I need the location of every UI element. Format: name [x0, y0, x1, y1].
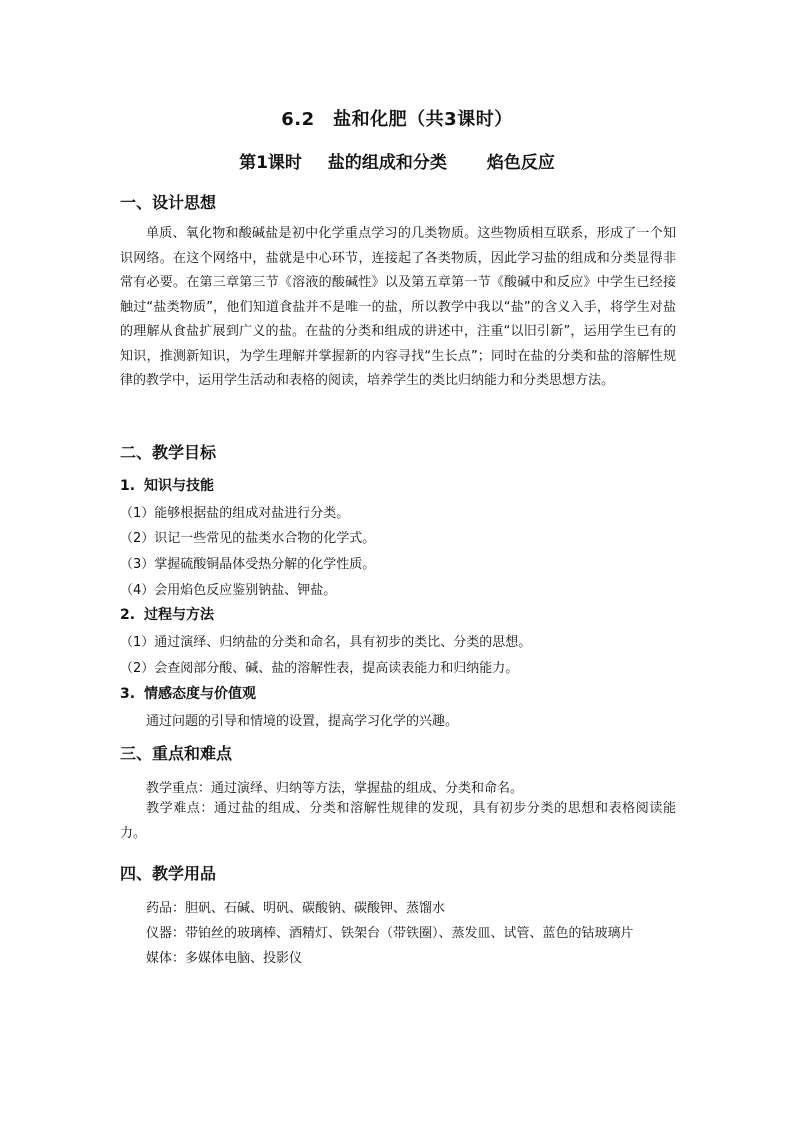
lesson-subtitle [0, 148, 794, 173]
materials-drugs: 药品：胆矾、石碱、明矾、碳酸钠、碳酸钾、蒸馏水 [146, 901, 446, 916]
teaching-key-point: 教学重点：通过演绎、归纳等方法，掌握盐的组成、分类和命名。 [146, 781, 524, 796]
process-item-1: （1）通过演绎、归纳盐的分类和命名，具有初步的类比、分类的思想。 [120, 635, 532, 650]
section-heading-design: 一、设计思想 [120, 193, 217, 212]
knowledge-item-1: （1）能够根据盐的组成对盐进行分类。 [120, 506, 350, 521]
document-title: 6.2 盐和化肥（共3课时） [281, 109, 513, 130]
section-heading-focus: 三、重点和难点 [120, 744, 233, 763]
objective-attitude-heading [120, 683, 256, 703]
objective-attitude-number: 3. [120, 686, 136, 702]
materials-media: 媒体：多媒体电脑、投影仪 [146, 951, 303, 966]
lesson-topic: 盐的组成和分类 [327, 153, 447, 173]
attitude-text: 通过问题的引导和情境的设置，提高学习化学的兴趣。 [146, 714, 459, 729]
knowledge-item-4: （4）会用焰色反应鉴别钠盐、钾盐。 [120, 583, 337, 598]
design-paragraph: 单质、氧化物和酸碱盐是初中化学重点学习的几类物质。这些物质相互联系，形成了一个知识网络。在这个网络中，盐就是中心环节，连接起了各类物质，因此学习盐的组成和分类显得非常有必要。在第三章第三节《溶液的酸碱性》以及第五章第一节《酸碱中和反应》中学生已经接触过“盐类物质”，他们知道食盐并不是唯一的盐，所以教学中我以“盐”的含义入手，将学生对盐的理解从食盐扩展到广义的盐。在盐的分类和组成的讲述中，注重“以旧引新”，运用学生已有的知识，推测新知识，为学生理解并掌握新的内容寻找“生长点”；同时在盐的分类和盐的溶解性规律的教学中，运用学生活动和表格的阅读，培养学生的类比归纳能力和分类思想方法。 [120, 226, 676, 388]
objective-process-number: 2. [120, 607, 136, 623]
objective-knowledge-number: 1. [120, 478, 136, 494]
teaching-difficulty: 教学难点：通过盐的组成、分类和溶解性规律的发现，具有初步分类的思想和表格阅读能力。 [120, 801, 676, 841]
objective-process-label: 过程与方法 [144, 607, 214, 623]
knowledge-item-3: （3）掌握硫酸铜晶体受热分解的化学性质。 [120, 557, 376, 572]
materials-instruments: 仪器：带铂丝的玻璃棒、酒精灯、铁架台（带铁圈）、蒸发皿、试管、蓝色的钴玻璃片 [146, 926, 634, 941]
lesson-number: 第1课时 [239, 153, 302, 173]
objective-knowledge-label: 知识与技能 [144, 478, 214, 494]
section-heading-materials: 四、教学用品 [120, 864, 217, 883]
objective-attitude-label: 情感态度与价值观 [144, 686, 256, 702]
objective-knowledge-heading [120, 475, 214, 495]
objective-process-heading [120, 604, 214, 624]
section-heading-objectives: 二、教学目标 [120, 443, 217, 462]
knowledge-item-2: （2）识记一些常见的盐类水合物的化学式。 [120, 531, 376, 546]
lesson-topic-2: 焰色反应 [486, 153, 555, 173]
process-item-2: （2）会查阅部分酸、碱、盐的溶解性表，提高读表能力和归纳能力。 [120, 661, 519, 676]
